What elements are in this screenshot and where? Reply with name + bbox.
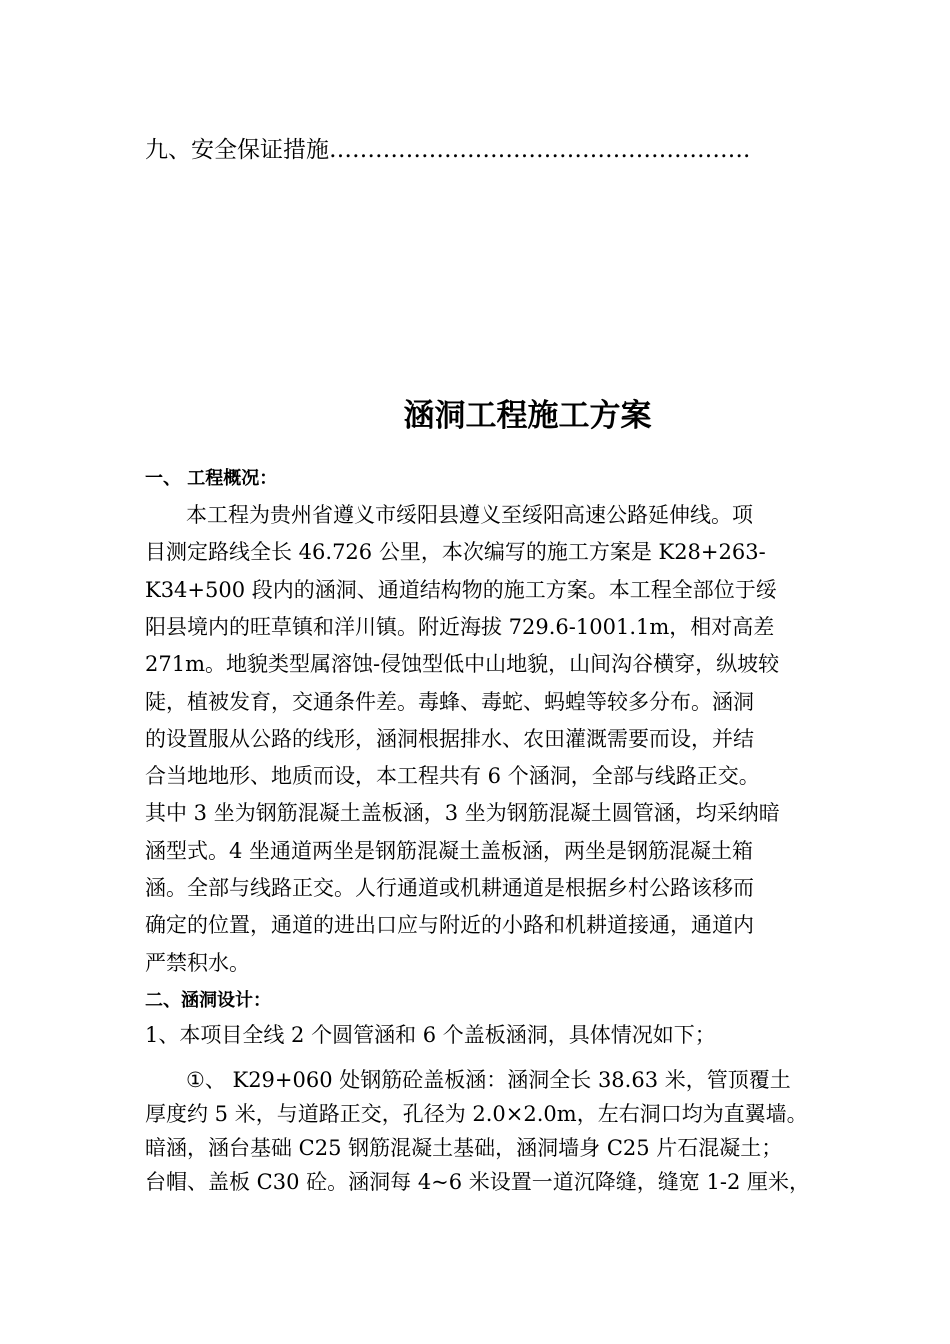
paragraph-line: 涵型式。4 坐通道两坐是钢筋混凝土盖板涵，两坐是钢筋混凝土箱 [145,839,754,863]
paragraph-line: 阳县境内的旺草镇和洋川镇。附近海拔 729.6-1001.1m，相对高差 [145,615,775,639]
paragraph-line: 暗涵，涵台基础 C25 钢筋混凝土基础，涵洞墙身 C25 片石混凝土； [145,1136,783,1160]
paragraph-line: 合当地地形、地质而设，本工程共有 6 个涵洞，全部与线路正交。 [145,764,760,788]
paragraph-line: 其中 3 坐为钢筋混凝土盖板涵，3 坐为钢筋混凝土圆管涵，均采纳暗 [145,801,780,825]
paragraph-line: ①、 K29+060 处钢筋砼盖板涵：涵洞全长 38.63 米，管顶覆土 [186,1068,791,1092]
paragraph-line: 271m。地貌类型属溶蚀-侵蚀型低中山地貌，山间沟谷横穿，纵坡较 [145,652,780,676]
paragraph-line: 本工程为贵州省遵义市绥阳县遵义至绥阳高速公路延伸线。项 [186,503,753,527]
paragraph-line: 确定的位置，通道的进出口应与附近的小路和机耕道接通，通道内 [145,913,754,937]
paragraph-line: 厚度约 5 米，与道路正交，孔径为 2.0×2.0m，左右洞口均为直翼墙。 [145,1102,808,1126]
paragraph-line: 陡，植被发育，交通条件差。毒蜂、毒蛇、蚂蝗等较多分布。涵洞 [145,690,754,714]
paragraph-line: K34+500 段内的涵洞、通道结构物的施工方案。本工程全部位于绥 [145,578,777,602]
paragraph-line: 的设置服从公路的线形，涵洞根据排水、农田灌溉需要而设，并结 [145,727,754,751]
document-title: 涵洞工程施工方案 [403,398,652,434]
culvert-intro: 1、本项目全线 2 个圆管涵和 6 个盖板涵洞，具体情况如下； [145,1023,716,1047]
toc-entry-safety: 九、安全保证措施………………………………………………. [145,137,751,163]
section-heading-overview: 一、 工程概况： [145,468,278,489]
paragraph-line: 台帽、盖板 C30 砼。涵洞每 4~6 米设置一道沉降缝，缝宽 1-2 厘米， [145,1170,810,1194]
paragraph-line: 严禁积水。 [145,951,250,975]
paragraph-line: 涵。全部与线路正交。人行通道或机耕通道是根据乡村公路该移而 [145,876,754,900]
paragraph-line: 目测定路线全长 46.726 公里，本次编写的施工方案是 K28+263- [145,540,766,564]
section-heading-culvert-design: 二、涵洞设计： [145,990,271,1011]
